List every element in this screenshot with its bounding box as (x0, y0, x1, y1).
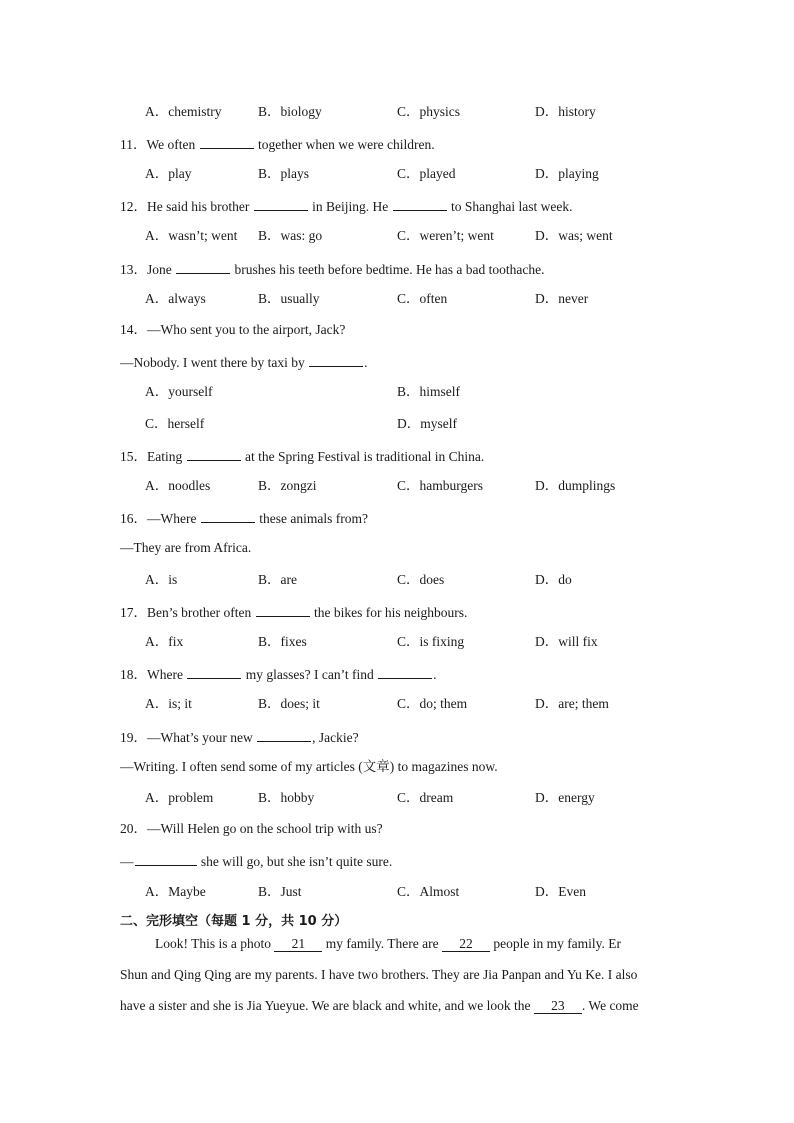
question-16-prompt (120, 509, 368, 527)
question-18 (120, 665, 436, 683)
q13-option-d[interactable]: D．never (535, 291, 589, 306)
question-20-reply (120, 852, 392, 870)
q18-option-c[interactable]: C．do; them (397, 696, 468, 711)
question-19-reply: —Writing. I often send some of my articles (文章) to magazines now. (120, 759, 498, 774)
q11-option-c[interactable]: C．played (397, 166, 456, 181)
q13-option-a[interactable]: A．always (145, 291, 206, 306)
q16-option-b[interactable]: B．are (258, 572, 297, 587)
q19-option-c[interactable]: C．dream (397, 790, 454, 805)
q13-option-c[interactable]: C．often (397, 291, 448, 306)
q14-option-b[interactable]: B．himself (397, 384, 460, 399)
question-12 (120, 197, 572, 215)
q11-option-a[interactable]: A．play (145, 166, 192, 181)
q11-option-b[interactable]: B．plays (258, 166, 310, 181)
q12-blank-1 (254, 197, 308, 211)
q13-option-b[interactable]: B．usually (258, 291, 320, 306)
q17-blank (256, 603, 310, 617)
q19-text-b: , Jackie? (312, 730, 359, 745)
passage-line-3 (120, 998, 675, 1014)
passage-text: Look! This is a photo (155, 936, 271, 951)
q15-blank (187, 447, 241, 461)
q10-option-a[interactable]: A．chemistry (145, 104, 222, 119)
q12-option-b[interactable]: B．was: go (258, 228, 323, 243)
q20-option-d[interactable]: D．Even (535, 884, 586, 899)
question-13 (120, 260, 545, 278)
q18-blank-1 (187, 665, 241, 679)
q17-text-a: 17．Ben’s brother often (120, 605, 252, 620)
q19-text-a: 19．—What’s your new (120, 730, 253, 745)
q16-option-c[interactable]: C．does (397, 572, 445, 587)
question-15 (120, 447, 484, 465)
question-11 (120, 135, 435, 153)
q18-option-d[interactable]: D．are; them (535, 696, 609, 711)
section-title-cloze: 二、完形填空（每题 1 分，共 10 分） (120, 914, 348, 929)
q17-option-c[interactable]: C．is fixing (397, 634, 465, 649)
q14-blank (309, 353, 363, 367)
q10-option-b[interactable]: B．biology (258, 104, 322, 119)
passage-line-1 (155, 936, 710, 952)
q11-text-b: together when we were children. (258, 137, 435, 152)
q15-option-c[interactable]: C．hamburgers (397, 478, 483, 493)
q10-option-d[interactable]: D．history (535, 104, 596, 119)
q13-text-a: 13．Jone (120, 262, 172, 277)
passage-text: people in my family. Er (493, 936, 622, 951)
q20-text-c: she will go, but she isn’t quite sure. (200, 854, 393, 869)
q13-text-b: brushes his teeth before bedtime. He has a bad toothache. (234, 262, 545, 277)
question-14-prompt: 14．—Who sent you to the airport, Jack? (120, 322, 346, 337)
q15-text-a: 15．Eating (120, 449, 183, 464)
passage-text: have a sister and she is Jia Yueyue. We are black and white, and we look the (120, 998, 531, 1013)
q17-text-b: the bikes for his neighbours. (313, 605, 468, 620)
q19-option-b[interactable]: B．hobby (258, 790, 315, 805)
cloze-blank-22: 22 (442, 937, 490, 952)
question-19-prompt (120, 728, 359, 746)
q12-option-c[interactable]: C．weren’t; went (397, 228, 494, 243)
q19-option-d[interactable]: D．energy (535, 790, 595, 805)
q18-option-a[interactable]: A．is; it (145, 696, 192, 711)
passage-text: . We come (581, 998, 639, 1013)
question-14-reply (120, 353, 367, 371)
q15-option-a[interactable]: A．noodles (145, 478, 211, 493)
q12-option-a[interactable]: A．wasn’t; went (145, 228, 238, 243)
q15-option-d[interactable]: D．dumplings (535, 478, 616, 493)
q17-option-b[interactable]: B．fixes (258, 634, 307, 649)
question-20-prompt: 20．—Will Helen go on the school trip with us? (120, 821, 383, 836)
q12-option-d[interactable]: D．was; went (535, 228, 613, 243)
q11-text-a: 11．We often (120, 137, 196, 152)
q16-blank (201, 509, 255, 523)
q17-option-a[interactable]: A．fix (145, 634, 184, 649)
q12-text-c: to Shanghai last week. (450, 199, 573, 214)
q20-option-c[interactable]: C．Almost (397, 884, 460, 899)
q14-option-d[interactable]: D．myself (397, 416, 457, 431)
question-17 (120, 603, 467, 621)
cloze-blank-21: 21 (274, 937, 322, 952)
q20-option-b[interactable]: B．Just (258, 884, 302, 899)
cloze-blank-23: 23 (534, 999, 582, 1014)
q19-blank (257, 728, 311, 742)
q17-option-d[interactable]: D．will fix (535, 634, 598, 649)
q18-text-a: 18．Where (120, 667, 183, 682)
q14-text-b: —Nobody. I went there by taxi by (120, 355, 305, 370)
q12-blank-2 (393, 197, 447, 211)
q19-option-a[interactable]: A．problem (145, 790, 214, 805)
q15-text-b: at the Spring Festival is traditional in China. (245, 449, 485, 464)
q14-text-c: . (364, 355, 368, 370)
q16-text-a: 16．—Where (120, 511, 197, 526)
q16-option-a[interactable]: A．is (145, 572, 178, 587)
q16-text-b: these animals from? (259, 511, 368, 526)
q12-text-a: 12．He said his brother (120, 199, 250, 214)
q18-option-b[interactable]: B．does; it (258, 696, 320, 711)
q20-option-a[interactable]: A．Maybe (145, 884, 206, 899)
q20-text-b: — (120, 854, 134, 869)
q15-option-b[interactable]: B．zongzi (258, 478, 317, 493)
q16-option-d[interactable]: D．do (535, 572, 572, 587)
q18-text-c: . (433, 667, 437, 682)
q18-blank-2 (378, 665, 432, 679)
question-16-reply: —They are from Africa. (120, 540, 252, 555)
q11-blank (200, 135, 254, 149)
q14-option-c[interactable]: C．herself (145, 416, 205, 431)
q12-text-b: in Beijing. He (312, 199, 389, 214)
q13-blank (176, 260, 230, 274)
passage-text: my family. There are (325, 936, 439, 951)
passage-line-2: Shun and Qing Qing are my parents. I have two brothers. They are Jia Panpan and Yu Ke. I also (120, 967, 638, 982)
q18-text-b: my glasses? I can’t find (245, 667, 374, 682)
q11-option-d[interactable]: D．playing (535, 166, 599, 181)
q10-option-c[interactable]: C．physics (397, 104, 461, 119)
q14-option-a[interactable]: A．yourself (145, 384, 213, 399)
q20-blank (135, 852, 197, 866)
